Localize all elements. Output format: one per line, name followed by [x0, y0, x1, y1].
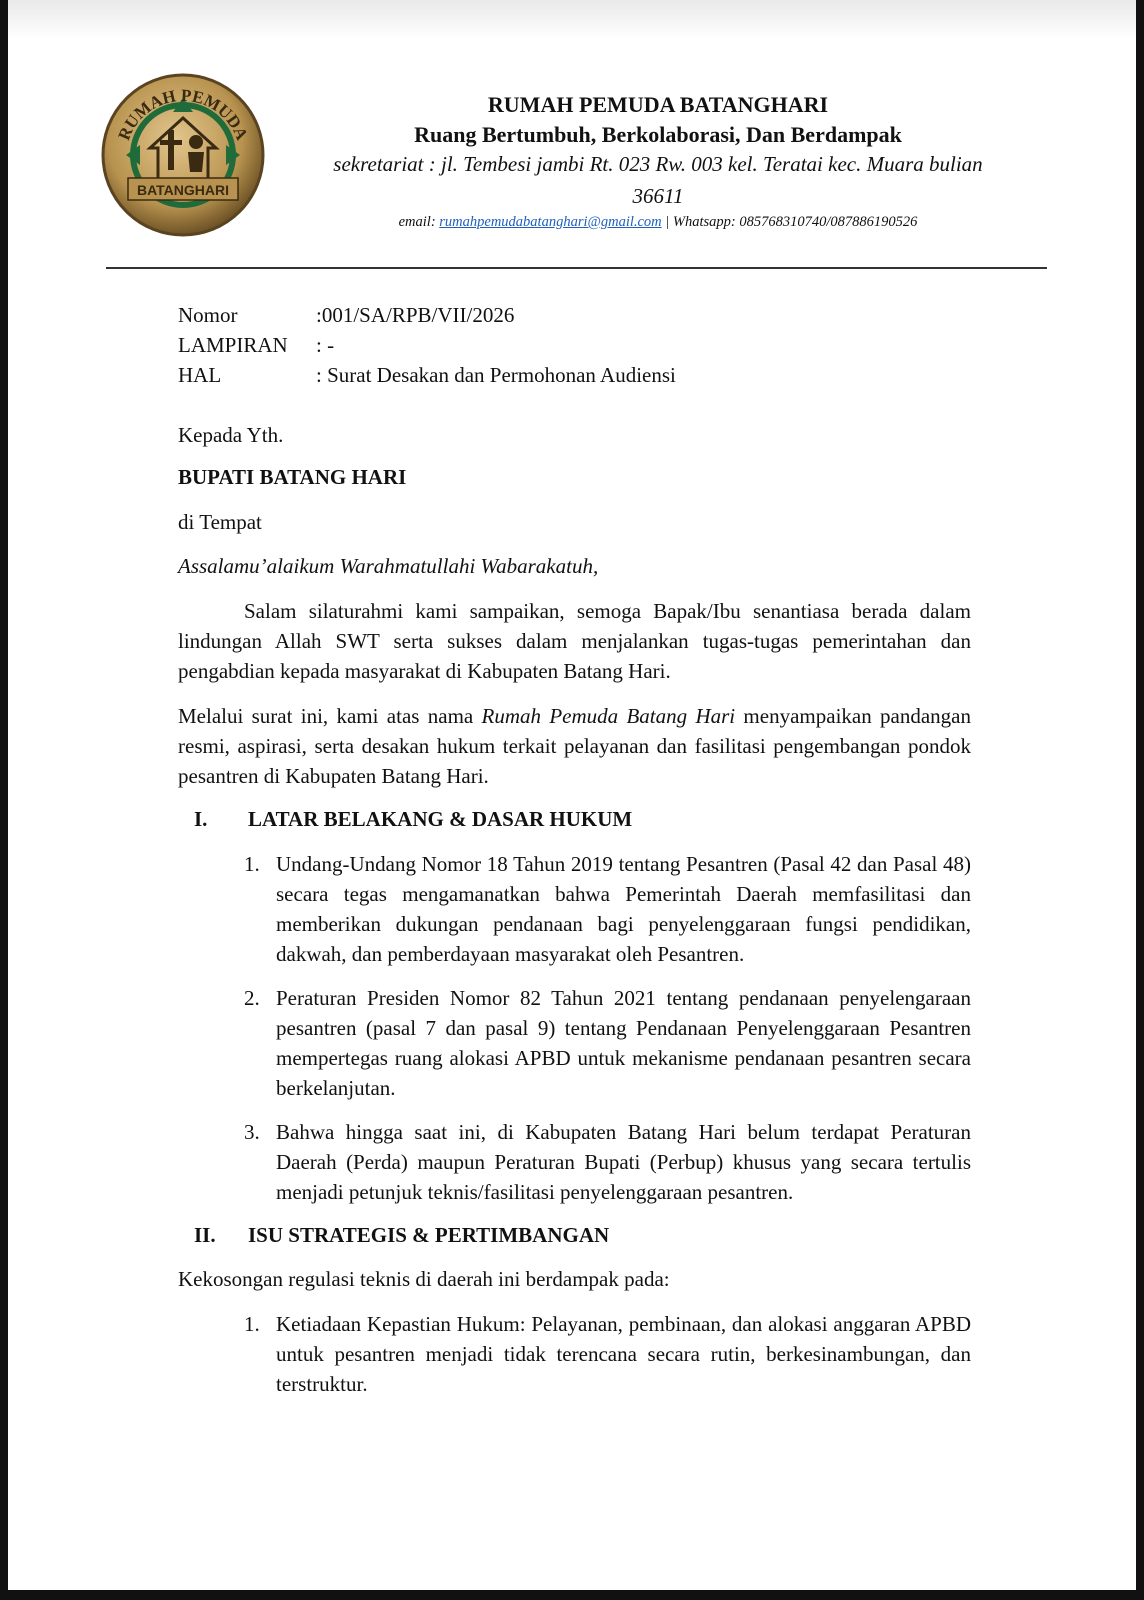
section-2-number: II.	[194, 1223, 216, 1247]
section-1-item-1-number: 1.	[244, 852, 260, 876]
greeting: Assalamu’alaikum Warahmatullahi Wabarakatuh,	[178, 554, 599, 578]
section-2-item-1-text: Ketiadaan Kepastian Hukum: Pelayanan, pembinaan, dan alokasi anggaran APBD untuk pesantren menjadi tidak terencana secara rutin, berkesinambungan, dan terstruktur.	[276, 1312, 971, 1396]
section-1-item-1-text: Undang-Undang Nomor 18 Tahun 2019 tentang Pesantren (Pasal 42 dan Pasal 48) secara tegas mengamanatkan bahwa Pemerintah Daerah memfasilitasi dan memberikan dukungan pendanaan bagi penyelenggaraan fungsi pendidikan, dakwah, dan pemberdayaan masyarakat oleh Pesantren.	[276, 852, 971, 966]
hal-label: HAL	[178, 363, 222, 387]
header-divider	[106, 267, 1047, 269]
whatsapp-text: | Whatsapp: 085768310740/087886190526	[665, 214, 918, 230]
recipient-kepada: Kepada Yth.	[178, 423, 284, 447]
org-contact	[298, 214, 1018, 231]
paragraph-2-before: Melalui surat ini, kami atas nama	[178, 704, 482, 728]
section-1-title: LATAR BELAKANG & DASAR HUKUM	[248, 807, 633, 831]
section-1-item-3-number: 3.	[244, 1120, 260, 1144]
organization-logo	[98, 70, 268, 240]
section-2-item-1-number: 1.	[244, 1312, 260, 1336]
org-address-line1: sekretariat : jl. Tembesi jambi Rt. 023 Rw. 003 kel. Teratai kec. Muara bulian	[333, 152, 983, 176]
lampiran-label: LAMPIRAN	[178, 333, 288, 357]
section-1-item-3-text: Bahwa hingga saat ini, di Kabupaten Batang Hari belum terdapat Peraturan Daerah (Perda) maupun Peraturan Bupati (Perbup) khusus yang secara tertulis menjadi petunjuk teknis/fasilitasi penyelenggaraan pesantren.	[276, 1120, 971, 1204]
recipient-place: di Tempat	[178, 510, 262, 534]
paragraph-2-after: menyampaikan pandangan resmi, aspirasi, serta desakan hukum terkait pelayanan dan fasilitasi pengembangan pondok pesantren di Kabupaten Batang Hari.	[178, 704, 971, 788]
hal-value: : Surat Desakan dan Permohonan Audiensi	[316, 363, 676, 387]
paragraph-1: Salam silaturahmi kami sampaikan, semoga Bapak/Ibu senantiasa berada dalam lindungan Allah SWT serta sukses dalam menjalankan tugas-tugas pemerintahan dan pengabdian kepada masyarakat di Kabupaten Batang Hari.	[178, 599, 971, 683]
email-link[interactable]: rumahpemudabatanghari@gmail.com	[439, 214, 662, 230]
recipient-name: BUPATI BATANG HARI	[178, 465, 407, 489]
nomor-value: :001/SA/RPB/VII/2026	[316, 303, 515, 327]
nomor-label: Nomor	[178, 303, 238, 327]
letter-page	[8, 0, 1136, 1590]
org-name: RUMAH PEMUDA BATANGHARI	[487, 92, 829, 117]
section-1-item-2-text: Peraturan Presiden Nomor 82 Tahun 2021 tentang pendanaan penyelengaraan pesantren (pasal 7 dan pasal 9) tentang Pendanaan Penyelenggaraan Pesantren mempertegas ruang alokasi APBD untuk mekanisme pendanaan pesantren secara berkelanjutan.	[276, 986, 971, 1100]
section-2-intro: Kekosongan regulasi teknis di daerah ini berdampak pada:	[178, 1267, 670, 1291]
paragraph-2	[178, 701, 971, 791]
org-tagline: Ruang Bertumbuh, Berkolaborasi, Dan Berdampak	[414, 122, 902, 147]
section-1-number: I.	[194, 807, 208, 831]
section-1-item-2-number: 2.	[244, 986, 260, 1010]
paragraph-2-org: Rumah Pemuda Batang Hari	[481, 704, 736, 728]
lampiran-value: : -	[316, 333, 335, 357]
org-address-line2: 36611	[632, 184, 684, 208]
logo-top-text: RUMAH PEMUDA	[114, 85, 252, 143]
email-label: email:	[398, 214, 436, 230]
section-2-title: ISU STRATEGIS & PERTIMBANGAN	[248, 1223, 610, 1247]
logo-bottom-text: BATANGHARI	[136, 182, 230, 198]
